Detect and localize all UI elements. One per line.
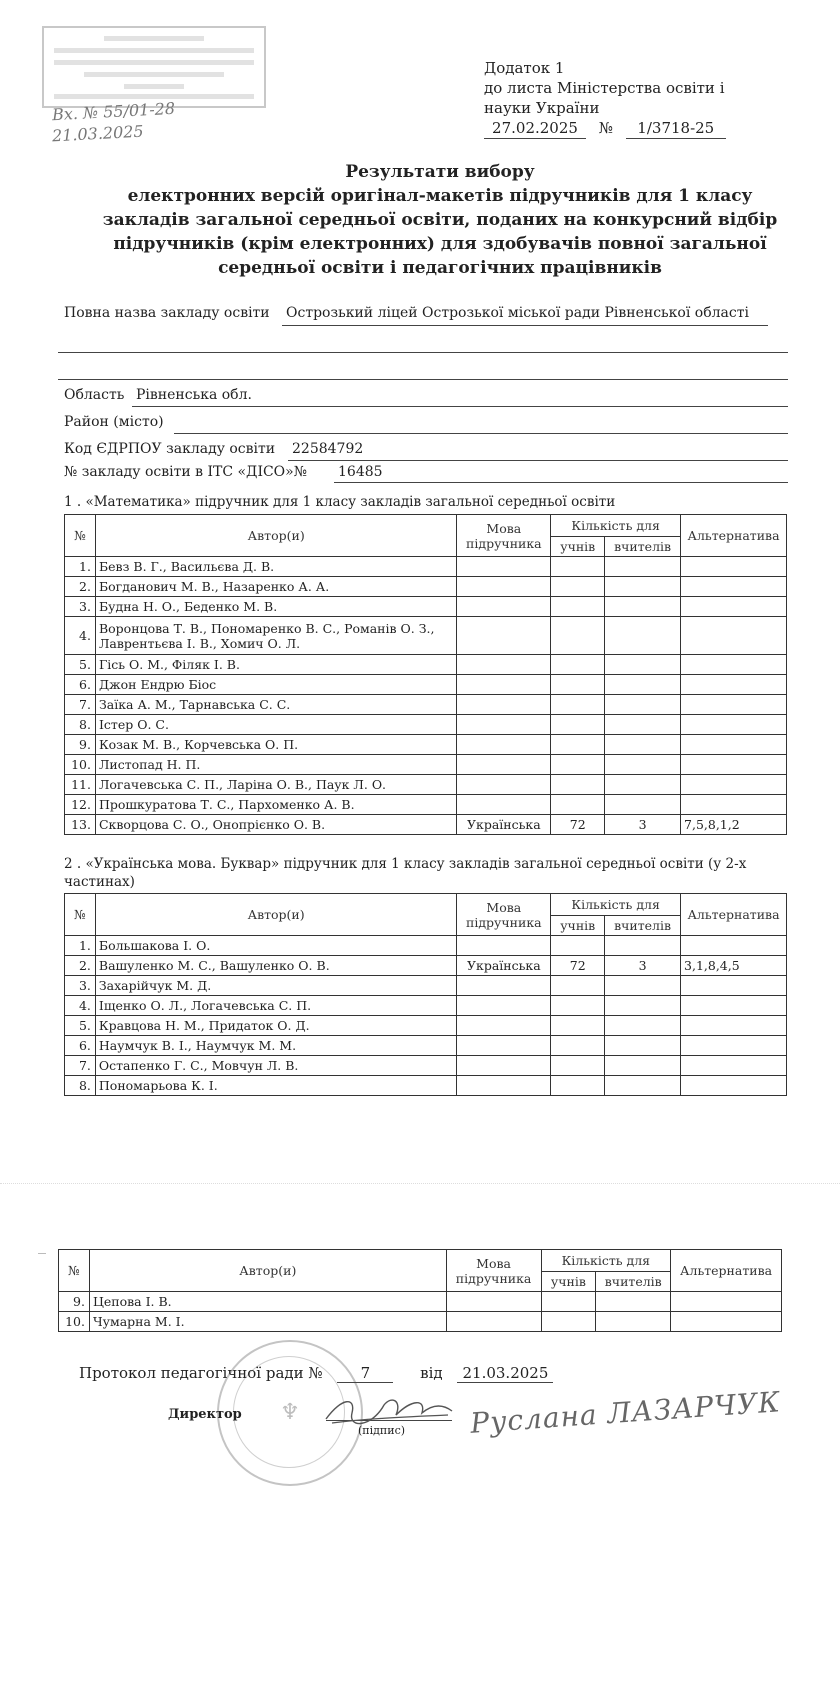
blank-line-1 — [58, 352, 788, 353]
page-edge-mark — [38, 1253, 46, 1254]
protocol-label: Протокол педагогічної ради № — [79, 1364, 323, 1382]
row-number: 10. — [65, 755, 96, 775]
teachers-count-cell — [605, 695, 681, 715]
students-count-cell — [551, 1076, 605, 1096]
students-count-cell — [551, 1016, 605, 1036]
alternative-cell — [681, 1076, 787, 1096]
language-cell — [457, 655, 551, 675]
director-signature — [322, 1393, 456, 1429]
col-author-header: Автор(и) — [95, 515, 456, 557]
district-label: Район (місто) — [64, 414, 164, 430]
district-underline — [174, 433, 788, 434]
page-break — [0, 1183, 840, 1184]
alternative-cell — [681, 735, 787, 755]
row-number: 8. — [65, 715, 96, 735]
language-cell — [457, 1056, 551, 1076]
author-cell: Листопад Н. П. — [95, 755, 456, 775]
students-count-cell — [541, 1292, 596, 1312]
students-count-cell — [551, 936, 605, 956]
title-line: закладів загальної середньої освіти, поданих на конкурсний відбір — [102, 210, 778, 230]
col-lang-header: Мова підручника — [457, 515, 551, 557]
edrpou-label: Код ЄДРПОУ закладу освіти — [64, 441, 276, 457]
language-cell — [457, 1076, 551, 1096]
table-row — [65, 1036, 787, 1056]
row-number: 5. — [65, 655, 96, 675]
table-row — [65, 557, 787, 577]
author-cell: Козак М. В., Корчевська О. П. — [95, 735, 456, 755]
col-lang-header: Мова підручника — [457, 894, 551, 936]
table-row — [65, 815, 787, 835]
table-row — [65, 1016, 787, 1036]
table-row — [65, 597, 787, 617]
author-cell: Кравцова Н. М., Придаток О. Д. — [95, 1016, 456, 1036]
col-num-header: № — [59, 1250, 90, 1292]
students-count-cell — [551, 715, 605, 735]
author-cell: Большакова І. О. — [95, 936, 456, 956]
col-lang-header: Мова підручника — [446, 1250, 541, 1292]
table-row — [65, 695, 787, 715]
students-count-cell — [551, 1036, 605, 1056]
students-count-cell: 72 — [551, 956, 605, 976]
table-row — [65, 996, 787, 1016]
author-cell: Пономарьова К. І. — [95, 1076, 456, 1096]
col-num-header: № — [65, 515, 96, 557]
language-cell — [457, 675, 551, 695]
students-count-cell — [551, 557, 605, 577]
author-cell: Воронцова Т. В., Пономаренко В. С., Романів О. З., Лаврентьєва І. В., Хомич О. Л. — [95, 617, 456, 655]
language-cell — [457, 755, 551, 775]
incoming-number-note: Вх. № 55/01-28 — [51, 98, 176, 125]
alternative-cell — [681, 1016, 787, 1036]
col-alt-header: Альтернатива — [671, 1250, 782, 1292]
row-number: 1. — [65, 936, 96, 956]
title-line: середньої освіти і педагогічних працівників — [218, 258, 662, 278]
language-cell — [446, 1312, 541, 1332]
teachers-count-cell — [605, 1076, 681, 1096]
alternative-cell — [681, 577, 787, 597]
table-row — [65, 755, 787, 775]
alternative-cell — [681, 655, 787, 675]
col-qty-header: Кількість для — [541, 1250, 671, 1272]
language-cell — [457, 1036, 551, 1056]
alternative-cell — [681, 675, 787, 695]
table-row — [65, 1076, 787, 1096]
alternative-cell — [681, 617, 787, 655]
title-line: Результати вибору — [345, 162, 535, 182]
author-cell: Захарійчук М. Д. — [95, 976, 456, 996]
alternative-cell — [681, 1056, 787, 1076]
alternative-cell — [681, 976, 787, 996]
alternative-cell — [681, 755, 787, 775]
row-number: 1. — [65, 557, 96, 577]
row-number: 2. — [65, 577, 96, 597]
teachers-count-cell — [605, 1036, 681, 1056]
full-name-underline — [282, 325, 768, 326]
students-count-cell — [551, 675, 605, 695]
addendum-number-sign: № — [598, 119, 613, 137]
teachers-count-cell — [605, 655, 681, 675]
alternative-cell — [681, 775, 787, 795]
row-number: 5. — [65, 1016, 96, 1036]
language-cell — [457, 795, 551, 815]
col-alt-header: Альтернатива — [681, 894, 787, 936]
teachers-count-cell — [605, 597, 681, 617]
teachers-count-cell — [605, 1056, 681, 1076]
language-cell — [446, 1292, 541, 1312]
language-cell — [457, 775, 551, 795]
row-number: 6. — [65, 1036, 96, 1056]
language-cell — [457, 1016, 551, 1036]
primer-textbooks-table — [64, 893, 787, 1096]
math-textbooks-table — [64, 514, 787, 835]
table-row — [65, 715, 787, 735]
addendum-line2: до листа Міністерства освіти і — [484, 79, 725, 97]
incoming-date-note: 21.03.2025 — [51, 121, 145, 146]
language-cell — [457, 695, 551, 715]
students-count-cell — [551, 597, 605, 617]
addendum-line1: Додаток 1 — [484, 59, 565, 77]
author-cell: Наумчук В. І., Наумчук М. М. — [95, 1036, 456, 1056]
section2-title-line: 2 . «Українська мова. Буквар» підручник для 1 класу закладів загальної середньої освіти (у 2-х — [64, 856, 747, 872]
title-line: електронних версій оригінал-макетів підручників для 1 класу — [127, 186, 753, 206]
teachers-count-cell — [605, 976, 681, 996]
itc-label: № закладу освіти в ІТС «ДІСО»№ — [64, 464, 307, 480]
table-row — [59, 1292, 782, 1312]
teachers-count-cell — [605, 795, 681, 815]
col-qty-header: Кількість для — [551, 894, 681, 916]
director-label: Директор — [168, 1407, 242, 1422]
table-row — [65, 1056, 787, 1076]
table-row — [65, 675, 787, 695]
alternative-cell — [681, 557, 787, 577]
row-number: 9. — [65, 735, 96, 755]
edrpou-value: 22584792 — [292, 441, 364, 457]
row-number: 7. — [65, 1056, 96, 1076]
region-value: Рівненська обл. — [136, 387, 252, 403]
language-cell — [457, 735, 551, 755]
document-title — [40, 160, 840, 280]
author-cell: Прошкуратова Т. С., Пархоменко А. В. — [95, 795, 456, 815]
itc-value: 16485 — [338, 464, 383, 480]
section1-title: 1 . «Математика» підручник для 1 класу закладів загальної середньої освіти — [64, 494, 616, 510]
teachers-count-cell — [605, 617, 681, 655]
col-teachers-header: вчителів — [605, 537, 681, 557]
col-teachers-header: вчителів — [596, 1272, 671, 1292]
language-cell: Українська — [457, 815, 551, 835]
col-students-header: учнів — [551, 537, 605, 557]
col-students-header: учнів — [541, 1272, 596, 1292]
author-cell: Будна Н. О., Беденко М. В. — [95, 597, 456, 617]
alternative-cell — [681, 695, 787, 715]
teachers-count-cell — [605, 675, 681, 695]
table-row — [65, 655, 787, 675]
row-number: 13. — [65, 815, 96, 835]
students-count-cell — [551, 695, 605, 715]
language-cell — [457, 577, 551, 597]
alternative-cell — [681, 1036, 787, 1056]
table-row — [65, 956, 787, 976]
signature-caption: (підпис) — [358, 1424, 406, 1437]
col-author-header: Автор(и) — [89, 1250, 446, 1292]
col-num-header: № — [65, 894, 96, 936]
table-row — [65, 775, 787, 795]
blank-line-2 — [58, 379, 788, 380]
students-count-cell — [551, 976, 605, 996]
teachers-count-cell — [605, 735, 681, 755]
row-number: 12. — [65, 795, 96, 815]
col-qty-header: Кількість для — [551, 515, 681, 537]
alternative-cell — [681, 996, 787, 1016]
students-count-cell — [551, 795, 605, 815]
language-cell — [457, 715, 551, 735]
col-students-header: учнів — [551, 916, 605, 936]
students-count-cell — [551, 655, 605, 675]
author-cell: Скворцова С. О., Онопрієнко О. В. — [95, 815, 456, 835]
teachers-count-cell — [605, 775, 681, 795]
region-underline — [132, 406, 788, 407]
row-number: 3. — [65, 976, 96, 996]
alternative-cell — [671, 1312, 782, 1332]
director-handwritten-name: Руслана ЛАЗАРЧУК — [469, 1385, 782, 1440]
students-count-cell — [551, 617, 605, 655]
col-alt-header: Альтернатива — [681, 515, 787, 557]
author-cell: Гісь О. М., Філяк І. В. — [95, 655, 456, 675]
trident-icon: ♆ — [280, 1400, 300, 1425]
language-cell — [457, 617, 551, 655]
registration-stamp — [42, 26, 266, 108]
students-count-cell — [551, 775, 605, 795]
primer-textbooks-table-continued — [58, 1249, 782, 1332]
author-cell: Логачевська С. П., Ларіна О. В., Паук Л. О. — [95, 775, 456, 795]
addendum-number: 1/3718-25 — [626, 118, 726, 139]
col-author-header: Автор(и) — [95, 894, 456, 936]
section2-title-line: частинах) — [64, 874, 135, 890]
section2-title — [64, 855, 784, 891]
teachers-count-cell — [605, 1016, 681, 1036]
teachers-count-cell — [605, 715, 681, 735]
language-cell — [457, 936, 551, 956]
author-cell: Богданович М. В., Назаренко А. А. — [95, 577, 456, 597]
author-cell: Заїка А. М., Тарнавська С. С. — [95, 695, 456, 715]
col-teachers-header: вчителів — [605, 916, 681, 936]
teachers-count-cell — [605, 996, 681, 1016]
table-row — [65, 795, 787, 815]
table-row — [65, 617, 787, 655]
row-number: 2. — [65, 956, 96, 976]
language-cell — [457, 996, 551, 1016]
author-cell: Остапенко Г. С., Мовчун Л. В. — [95, 1056, 456, 1076]
author-cell: Чумарна М. І. — [89, 1312, 446, 1332]
row-number: 4. — [65, 996, 96, 1016]
teachers-count-cell: 3 — [605, 815, 681, 835]
full-name-label: Повна назва закладу освіти — [64, 305, 270, 321]
region-label: Область — [64, 387, 125, 403]
teachers-count-cell — [605, 936, 681, 956]
itc-underline — [334, 482, 788, 483]
teachers-count-cell — [605, 577, 681, 597]
row-number: 10. — [59, 1312, 90, 1332]
language-cell: Українська — [457, 956, 551, 976]
table-row — [59, 1312, 782, 1332]
row-number: 6. — [65, 675, 96, 695]
row-number: 9. — [59, 1292, 90, 1312]
author-cell: Іщенко О. Л., Логачевська С. П. — [95, 996, 456, 1016]
protocol-number: 7 — [337, 1364, 393, 1383]
table-row — [65, 976, 787, 996]
row-number: 8. — [65, 1076, 96, 1096]
students-count-cell: 72 — [551, 815, 605, 835]
students-count-cell — [551, 1056, 605, 1076]
author-cell: Істер О. С. — [95, 715, 456, 735]
teachers-count-cell: 3 — [605, 956, 681, 976]
alternative-cell — [681, 597, 787, 617]
alternative-cell — [681, 715, 787, 735]
alternative-cell — [681, 936, 787, 956]
teachers-count-cell — [596, 1312, 671, 1332]
table-row — [65, 577, 787, 597]
protocol-line — [79, 1364, 553, 1383]
protocol-date: 21.03.2025 — [457, 1364, 553, 1383]
students-count-cell — [551, 996, 605, 1016]
addendum-line3: науки України — [484, 99, 600, 117]
edrpou-underline — [288, 460, 788, 461]
alternative-cell — [681, 795, 787, 815]
students-count-cell — [551, 577, 605, 597]
protocol-date-label: від — [420, 1364, 443, 1382]
language-cell — [457, 976, 551, 996]
full-name-value: Острозький ліцей Острозької міської ради Рівненської області — [286, 305, 749, 321]
alternative-cell — [671, 1292, 782, 1312]
author-cell: Бевз В. Г., Васильєва Д. В. — [95, 557, 456, 577]
teachers-count-cell — [605, 755, 681, 775]
students-count-cell — [541, 1312, 596, 1332]
author-cell: Вашуленко М. С., Вашуленко О. В. — [95, 956, 456, 976]
language-cell — [457, 597, 551, 617]
alternative-cell: 7,5,8,1,2 — [681, 815, 787, 835]
table-row — [65, 936, 787, 956]
teachers-count-cell — [596, 1292, 671, 1312]
author-cell: Цепова І. В. — [89, 1292, 446, 1312]
row-number: 3. — [65, 597, 96, 617]
addendum-date: 27.02.2025 — [484, 118, 586, 139]
students-count-cell — [551, 735, 605, 755]
row-number: 11. — [65, 775, 96, 795]
row-number: 4. — [65, 617, 96, 655]
language-cell — [457, 557, 551, 577]
addendum-block — [484, 58, 726, 139]
alternative-cell: 3,1,8,4,5 — [681, 956, 787, 976]
author-cell: Джон Ендрю Біос — [95, 675, 456, 695]
table-row — [65, 735, 787, 755]
row-number: 7. — [65, 695, 96, 715]
students-count-cell — [551, 755, 605, 775]
teachers-count-cell — [605, 557, 681, 577]
title-line: підручників (крім електронних) для здобувачів повної загальної — [113, 234, 767, 254]
